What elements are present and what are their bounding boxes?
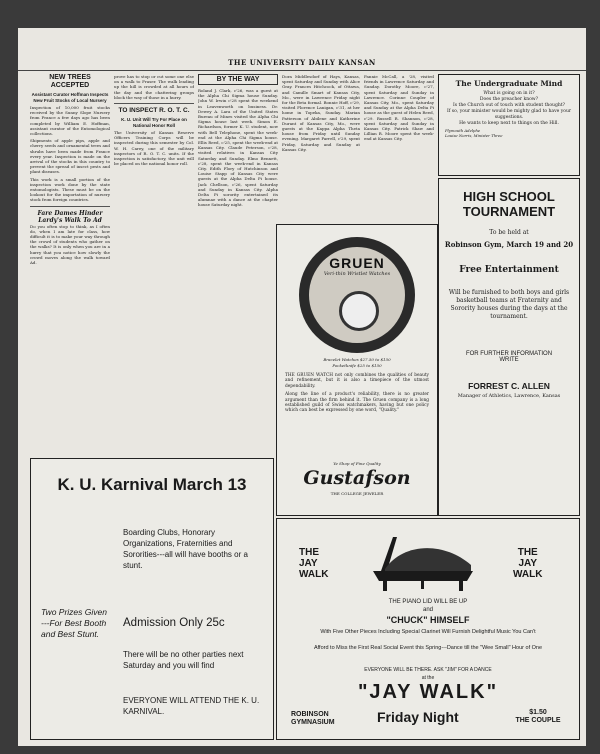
article-text: Inspection of 10,000 fruit stocks received by the Sunny Slope Nursery from France a few days ago has been completed by William E. Hoffman, assistant curator of the Entomological collections. <box>30 105 110 137</box>
article-text: This work is a small portion of the inspection work done by the state entomologists. These must be on the lookout for the importation of nursery stock from foreign countries. <box>30 176 110 203</box>
tournament-held: To be held at <box>489 229 529 236</box>
gruen-body-1: THE GRUEN WATCH not only combines the qualities of beauty and refinement, but it is also a timepiece of the utmost dependability. <box>285 373 429 389</box>
tournament-contact: FORREST C. ALLEN <box>468 381 550 391</box>
jay-walk-left-walk: WALK <box>299 569 329 580</box>
watch-icon <box>339 291 379 331</box>
gruen-copy <box>285 373 429 414</box>
column-2 <box>114 74 194 454</box>
jay-walk-right-the: THE <box>517 547 538 558</box>
tournament-ad <box>438 178 580 516</box>
social-notes: Dora Middlesdorf of Hays, Kansas, spent Saturday and Sunday with Alice Gray. Frances Hitchcock, of Ottawa, and Camille Smart of Kansas City, Mo., were in Lawrence Friday night for the Beta formal. Bonnie Hoff, c'29, visited Florence Lanigan, c'31, at her home in Topeka, Sunday. Marian Patterson of Abilene and Katherine Durant of Kansas City, Mo., were guests at the Kappa Alpha Theta house from Friday until Sunday evening. Margaret Farrell, c'29, spent Friday, Saturday and Sunday at Kansas City. <box>282 74 360 152</box>
undergrad-line: What is going on in it? <box>483 91 535 96</box>
karnival-parties: There will be no other parties next Saturday and you will find <box>123 650 244 670</box>
undergrad-line: He wants to keep next to things on the Hill. <box>459 121 559 126</box>
column-4 <box>282 74 360 224</box>
masthead: THE UNIVERSITY DAILY KANSAN <box>228 58 376 67</box>
jay-walk-music: With Five Other Pieces Including Special Clarinet Will Furnish Delightful Music You Can't <box>320 629 536 635</box>
karnival-everyone: EVERYONE WILL ATTEND THE K. U. KARNIVAL. <box>123 696 260 716</box>
page-header <box>18 28 586 71</box>
tournament-title-1: HIGH SCHOOL <box>463 189 555 204</box>
gruen-slogan: Ye Shop of Fine Quality <box>333 461 381 466</box>
divider <box>114 103 194 104</box>
subhead-new-trees: Assistant Curator Hoffman Inspects New Fruit Stocks of Local Nursery <box>31 92 109 103</box>
gruen-watch-ad <box>276 224 438 516</box>
jay-walk-and: and <box>422 607 433 613</box>
undergrad-line: If so, your minister would be mighty glad to have your suggestions. <box>446 109 572 120</box>
undergrad-line: Does the preacher know? <box>479 97 539 102</box>
headline-fare-dames: Fare Dames Hinder Lardy's Walk To Ad <box>37 209 103 224</box>
gustafson-subtitle: THE COLLEGE JEWELER <box>330 491 384 496</box>
column-3 <box>198 74 278 454</box>
jay-walk-at-the: at the <box>421 675 435 681</box>
jay-walk-chuck: "CHUCK" HIMSELF <box>386 615 470 625</box>
jay-walk-left-the: THE <box>299 547 319 558</box>
social-notes: Roland J. Clark, c'26, was a guest at the Alpha Chi Sigma house Sunday. John W. Irwin c'28 spent the weekend in Leavenworth on business. Dr. Dewey A. Lara of the United States Bureau of Mines visited the Alpha Chi Sigma house last week. Simon E. Richardson, former K. U. student, now with Bell Telephone, spent the week-end at the Alpha Chi Sigma house. Ellis Reed, c'25, spent the week-end at Kansas City. Claude Peterson, c'28, visited relatives in Kansas City Saturday and Sunday. Elmo Bennett, c'28, spent the week-end in Kansas City. Edith Flory of Hutchinson and Louise Stapp of Kansas City were guests at the Alpha Delta Pi house. Jack Chellson, c'26, spent Saturday and Sunday in Kansas City. Alpha Delta Pi sorority entertained its alumnae with a dance at the chapter house Saturday night. <box>198 88 278 208</box>
karnival-clubs: Boarding Clubs, Honorary Organizations, Fraternities and Sororities---all will have booths or a stunt. <box>123 528 248 570</box>
headline-rotc: TO INSPECT R. O. T. C. <box>118 107 190 115</box>
jay-walk-price: $1.50 <box>529 709 547 716</box>
karnival-title: K. U. Karnival March 13 <box>57 475 247 494</box>
undergrad-title: The Undergraduate Mind <box>455 79 563 88</box>
jay-walk-big-title: "JAY WALK" <box>357 681 499 703</box>
article-text: Do you often stop to think, as I often do, when I am late for class, how difficult it is to make your way through the crowd of students who gather on the walks? It is only when you are in a hurry that you notice how slowly the crowd moves along the walk toward Ad. <box>30 223 110 266</box>
tournament-place: Robinson Gym, March 19 and 20 <box>444 240 574 249</box>
article-text: The University of Kansas Reserve Officers Training Corps will be inspected during this semester by Col. W. H. Carey, one of the military inspectors of R. O. T. C. units. If the inspection is satisfactory, the unit will be placed on the national honor roll. <box>114 130 194 167</box>
jay-walk-night: Friday Night <box>377 709 459 725</box>
watch-dial-graphic <box>299 237 415 353</box>
tournament-info-1: FOR FURTHER INFORMATION <box>465 351 553 357</box>
gruen-logo: GRUEN <box>329 255 385 271</box>
tournament-contact-role: Manager of Athletics, Lawrence, Kansas <box>457 393 561 399</box>
undergrad-credit: Louise Norris, Minister Three <box>445 132 503 138</box>
column-1 <box>30 74 110 454</box>
article-text: Shipments of apple pips, apple and cherry seeds and ornamental trees and shrubs have been made from France every year. Inspection is made on the arrival of the stocks in this country to prevent the spread of insect pests and plant diseases. <box>30 138 110 175</box>
undergrad-credit: Plymouth Adelphe <box>445 128 481 133</box>
gruen-price-1: Bracelet Watches $27.50 to $150 <box>323 357 391 362</box>
newspaper-page <box>18 28 586 746</box>
karnival-ad <box>30 458 274 740</box>
column-5 <box>364 74 434 224</box>
jay-walk-lid: THE PIANO LID WILL BE UP <box>388 599 468 605</box>
tournament-title-2: TOURNAMENT <box>462 204 556 219</box>
undergraduate-mind-ad <box>438 74 580 176</box>
subhead-rotc: K. U. Unit Will Try For Place on National Honor Roll <box>121 117 187 128</box>
social-notes: Fannie McCall, a '28, visited friends in Lawrence Saturday and Sunday. Dorothy Moore, c'27, spent Saturday and Sunday in Lawrence. Corinne Coupler of Kansas City, Mo., spent Saturday and Sunday at the Alpha Delta Pi house as the guest of Helen Reed, c'29. Russell R. Shannon, c'28, spent Saturday and Sunday in Kansas City. Patrick Shaw and Lillian R. Moore spent the week-end at Kansas City. <box>364 74 434 142</box>
gruen-body-2: Along the line of a product's reliability, there is no greater argument than the firm behind it. The Gruen company is a long established guild of Swiss watchmakers, having but one policy which can best be expressed by one word, "Quality." <box>285 392 429 414</box>
gruen-price-2: Pocketknife $25 to $150 <box>332 363 382 368</box>
tournament-body: Will be furnished to both boys and girls basketball teams at Fraternity and Sorority houses during the days at the tournament. <box>448 289 570 320</box>
jay-walk-price-unit: THE COUPLE <box>515 717 561 724</box>
karnival-prizes: Two Prizes Given ---For Best Booth and Best Stunt. <box>41 607 107 639</box>
jay-walk-venue-1: ROBINSON <box>291 711 329 718</box>
jay-walk-right-walk: WALK <box>513 569 543 580</box>
jay-walk-ad <box>276 518 580 740</box>
jay-walk-right-jay: JAY <box>518 558 537 569</box>
karnival-admission: Admission Only 25c <box>123 617 225 629</box>
tournament-info-2: WRITE <box>499 357 519 363</box>
headline-by-the-way: BY THE WAY <box>198 74 278 85</box>
undergrad-line: Is the Church out of touch with student thought? <box>453 103 565 108</box>
tournament-free: Free Entertainment <box>459 265 559 275</box>
jay-walk-afford: Afford to Miss the First Real Social Event this Spring---Dance till the "Wee Small" Hour of One <box>313 645 543 651</box>
jay-walk-everyone: EVERYONE WILL BE THERE. ASK "JIM" FOR A DANCE <box>364 667 492 673</box>
jay-walk-venue-2: GYMNASIUM <box>291 719 335 726</box>
gustafson-logo: Gustafson <box>303 467 411 489</box>
piano-icon <box>363 531 483 593</box>
gruen-tagline: Veri-thin Wristlet Watches <box>323 271 391 277</box>
headline-new-trees: NEW TREES ACCEPTED <box>49 74 91 89</box>
divider <box>30 206 110 207</box>
jay-walk-left-jay: JAY <box>299 558 318 569</box>
article-text: prove has to stop or cut some one else on a walk to Fraser. The walk leading up the hill is crowded at all hours of the day and the chattering groups block the way of those in a hurry. <box>114 74 194 100</box>
